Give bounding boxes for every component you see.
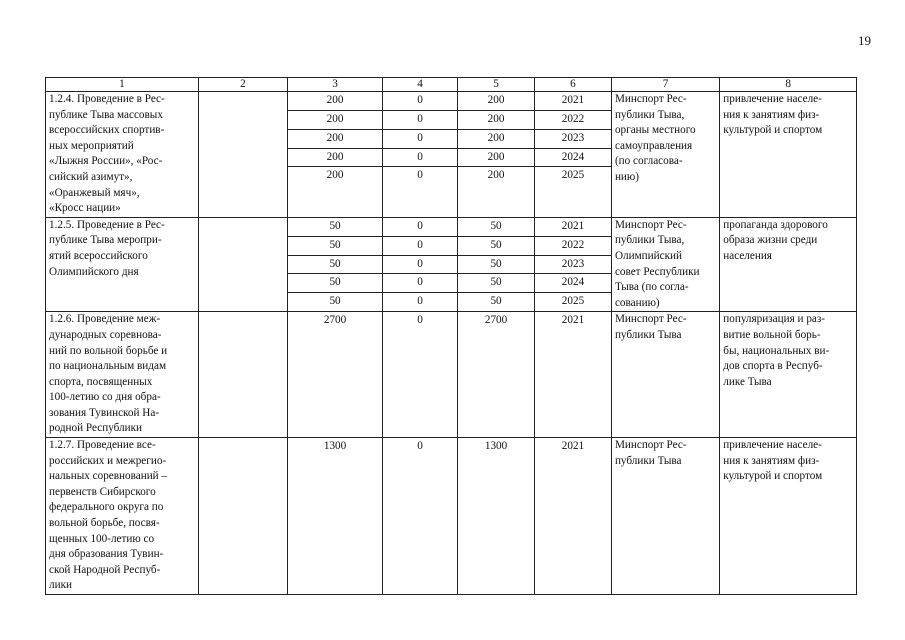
empty-cell — [198, 217, 287, 312]
header-cell: 1 — [46, 78, 199, 92]
cell-year: 2021 — [535, 92, 612, 111]
result-cell: пропаганда здорового образа жизни среди населения — [720, 217, 857, 312]
cell-c5: 2700 — [458, 312, 535, 438]
cell-c5: 50 — [458, 217, 535, 236]
cell-c4: 0 — [383, 274, 458, 293]
cell-c3: 50 — [287, 236, 382, 255]
measure-cell: 1.2.7. Проведение все- российских и межрегио- нальных соревнований – первенств Сибирского федерального округа по вольной борьбе, посвя- щенных 100-летию со дня образования Тувин- ской Народной Респуб- лики — [46, 438, 199, 595]
cell-c4: 0 — [383, 255, 458, 274]
measure-cell: 1.2.4. Проведение в Рес- публике Тыва массовых всероссийских спортив- ных мероприятий «Лыжня России», «Рос- сийский азимут», «Оранжевый мяч», «Кросс нации» — [46, 92, 199, 218]
cell-c5: 200 — [458, 110, 535, 129]
cell-year: 2024 — [535, 148, 612, 167]
cell-c5: 50 — [458, 236, 535, 255]
cell-year: 2021 — [535, 217, 612, 236]
cell-c3: 200 — [287, 110, 382, 129]
cell-c4: 0 — [383, 217, 458, 236]
cell-c3: 200 — [287, 148, 382, 167]
cell-c4: 0 — [383, 438, 458, 595]
header-cell: 7 — [611, 78, 719, 92]
measure-cell: 1.2.5. Проведение в Рес- публике Тыва меропри- ятий всероссийского Олимпийского дня — [46, 217, 199, 312]
cell-c5: 200 — [458, 167, 535, 217]
cell-year: 2022 — [535, 110, 612, 129]
cell-c5: 200 — [458, 92, 535, 111]
cell-c4: 0 — [383, 167, 458, 217]
result-cell: привлечение населе- ния к занятиям физ- культурой и спортом — [720, 438, 857, 595]
header-cell: 2 — [198, 78, 287, 92]
table-row — [46, 438, 857, 595]
empty-cell — [198, 312, 287, 438]
cell-c4: 0 — [383, 129, 458, 148]
cell-c3: 200 — [287, 129, 382, 148]
cell-c4: 0 — [383, 110, 458, 129]
cell-year: 2025 — [535, 167, 612, 217]
executor-cell: Минспорт Рес- публики Тыва — [611, 438, 719, 595]
cell-c5: 200 — [458, 148, 535, 167]
cell-c3: 50 — [287, 255, 382, 274]
header-cell: 8 — [720, 78, 857, 92]
header-cell: 4 — [383, 78, 458, 92]
cell-c4: 0 — [383, 312, 458, 438]
cell-year: 2025 — [535, 293, 612, 312]
executor-cell: Минспорт Рес- публики Тыва, Олимпийский совет Республики Тыва (по согла- сованию) — [611, 217, 719, 312]
cell-c4: 0 — [383, 148, 458, 167]
cell-year: 2021 — [535, 312, 612, 438]
cell-year: 2021 — [535, 438, 612, 595]
header-row — [46, 78, 857, 92]
cell-c3: 200 — [287, 92, 382, 111]
header-cell: 5 — [458, 78, 535, 92]
executor-cell: Минспорт Рес- публики Тыва — [611, 312, 719, 438]
table-row — [46, 217, 857, 236]
cell-c3: 50 — [287, 217, 382, 236]
program-table — [45, 77, 857, 595]
empty-cell — [198, 438, 287, 595]
header-cell: 3 — [287, 78, 382, 92]
cell-year: 2024 — [535, 274, 612, 293]
cell-year: 2023 — [535, 255, 612, 274]
cell-year: 2022 — [535, 236, 612, 255]
result-cell: популяризация и раз- витие вольной борь- бы, национальных ви- дов спорта в Респуб- лике Тыва — [720, 312, 857, 438]
measure-cell: 1.2.6. Проведение меж- дународных соревнова- ний по вольной борьбе и по национальным видам спорта, посвященных 100-летию со дня обра- зования Тувинской На- родной Республики — [46, 312, 199, 438]
header-cell: 6 — [535, 78, 612, 92]
cell-c3: 50 — [287, 293, 382, 312]
cell-c5: 1300 — [458, 438, 535, 595]
executor-cell: Минспорт Рес- публики Тыва, органы местного самоуправления (по согласова- нию) — [611, 92, 719, 218]
table-row — [46, 92, 857, 111]
cell-c4: 0 — [383, 92, 458, 111]
cell-c4: 0 — [383, 293, 458, 312]
table-row — [46, 312, 857, 438]
cell-c5: 50 — [458, 255, 535, 274]
empty-cell — [198, 92, 287, 218]
cell-c3: 200 — [287, 167, 382, 217]
cell-c3: 50 — [287, 274, 382, 293]
cell-c5: 50 — [458, 274, 535, 293]
cell-c3: 2700 — [287, 312, 382, 438]
cell-c4: 0 — [383, 236, 458, 255]
cell-c5: 50 — [458, 293, 535, 312]
cell-year: 2023 — [535, 129, 612, 148]
cell-c3: 1300 — [287, 438, 382, 595]
page-number: 19 — [858, 33, 871, 48]
cell-c5: 200 — [458, 129, 535, 148]
result-cell: привлечение населе- ния к занятиям физ- культурой и спортом — [720, 92, 857, 218]
